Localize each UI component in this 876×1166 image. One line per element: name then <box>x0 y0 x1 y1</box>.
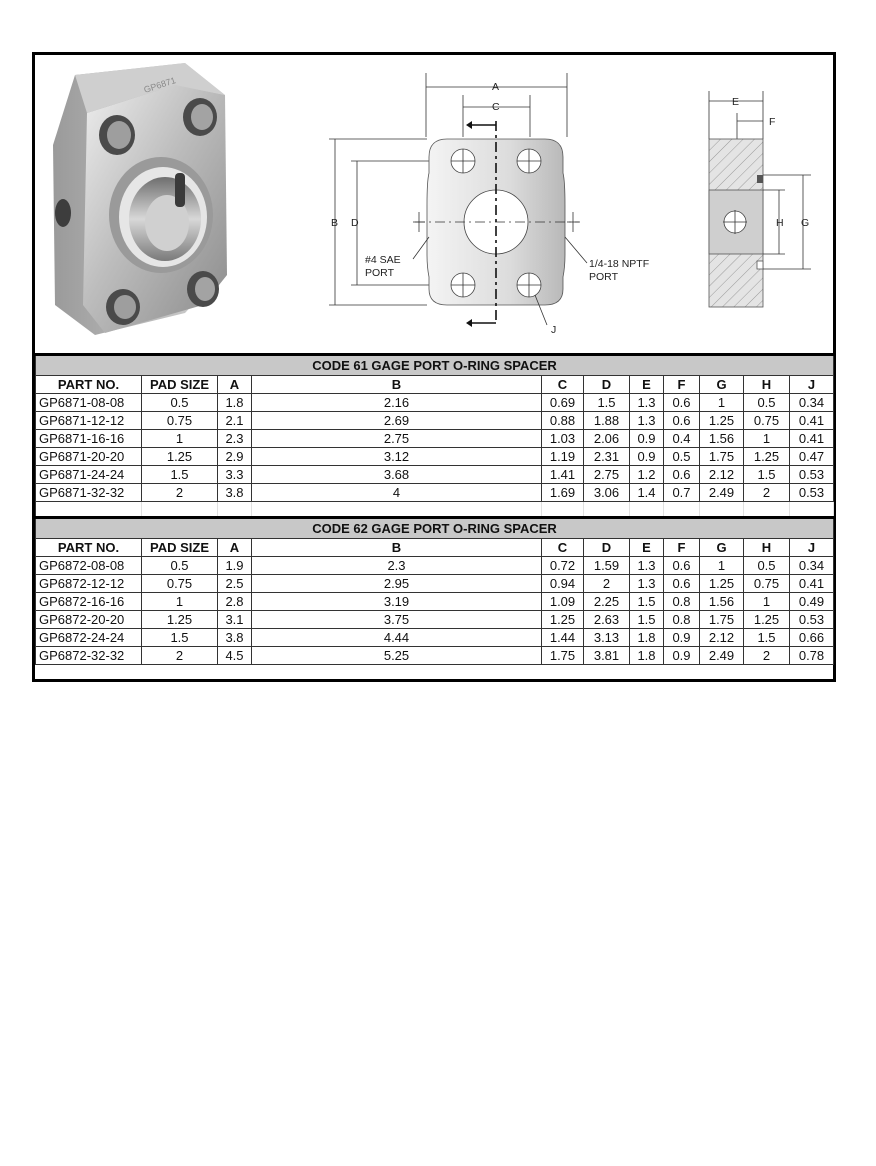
table-cell: 1 <box>700 394 744 412</box>
table-cell: 1.5 <box>630 593 664 611</box>
table-cell: 2.25 <box>584 593 630 611</box>
table-cell: 0.6 <box>664 466 700 484</box>
table-cell: 0.5 <box>744 557 790 575</box>
table-cell: 0.41 <box>790 575 834 593</box>
table-cell: 0.8 <box>664 593 700 611</box>
table-cell: 0.49 <box>790 593 834 611</box>
part-number-cell: GP6871-16-16 <box>36 430 142 448</box>
table-cell: 1.8 <box>218 394 252 412</box>
table-cell: 0.53 <box>790 611 834 629</box>
table-cell: 0.5 <box>142 557 218 575</box>
table-cell: 0.88 <box>542 412 584 430</box>
column-header: B <box>252 539 542 557</box>
table-cell: 0.9 <box>630 430 664 448</box>
table-cell: 1.25 <box>744 611 790 629</box>
table-cell: 2.69 <box>252 412 542 430</box>
part-number-cell: GP6872-24-24 <box>36 629 142 647</box>
port-left-line2: PORT <box>365 267 394 279</box>
table-title: CODE 62 GAGE PORT O-RING SPACER <box>36 518 834 539</box>
table-cell: 2.06 <box>584 430 630 448</box>
table-cell: 1.2 <box>630 466 664 484</box>
dim-label-b: B <box>331 217 339 229</box>
dim-label-c: C <box>492 101 500 113</box>
dim-label-d: D <box>351 217 359 229</box>
table-cell: 2 <box>142 484 218 502</box>
table-cell: 2 <box>142 647 218 665</box>
table-cell: 0.9 <box>630 448 664 466</box>
front-view-drawing <box>329 73 587 327</box>
table-cell: 1.75 <box>542 647 584 665</box>
table-cell: 2.16 <box>252 394 542 412</box>
table-cell: 0.6 <box>664 394 700 412</box>
table-title-row <box>36 355 834 376</box>
column-header: F <box>664 539 700 557</box>
table-cell: 2.8 <box>218 593 252 611</box>
column-header: G <box>700 376 744 394</box>
table-cell: 4 <box>252 484 542 502</box>
table-cell: 0.72 <box>542 557 584 575</box>
table-cell: 3.81 <box>584 647 630 665</box>
spec-table <box>35 353 834 665</box>
table-cell: 3.8 <box>218 484 252 502</box>
table-row <box>36 394 834 412</box>
table-cell: 0.6 <box>664 412 700 430</box>
part-number-cell: GP6871-24-24 <box>36 466 142 484</box>
table-cell: 0.34 <box>790 394 834 412</box>
table-cell: 0.8 <box>664 611 700 629</box>
table-cell: 1.3 <box>630 557 664 575</box>
table-cell: 1.5 <box>142 629 218 647</box>
table-cell: 2.31 <box>584 448 630 466</box>
table-cell: 1 <box>700 557 744 575</box>
spec-sheet <box>32 52 836 682</box>
flange-photo <box>53 63 227 335</box>
table-row <box>36 412 834 430</box>
table-cell: 0.41 <box>790 430 834 448</box>
port-right-line2: PORT <box>589 271 618 283</box>
table-cell: 2.95 <box>252 575 542 593</box>
table-cell: 0.7 <box>664 484 700 502</box>
svg-text:GP6871: GP6871 <box>142 75 178 95</box>
table-cell: 3.12 <box>252 448 542 466</box>
port-left-line1: #4 SAE <box>365 254 401 266</box>
column-header: PAD SIZE <box>142 539 218 557</box>
table-cell: 1.75 <box>700 611 744 629</box>
column-header: B <box>252 376 542 394</box>
table-cell: 1.09 <box>542 593 584 611</box>
spacer-cell <box>744 502 790 518</box>
table-cell: 1.59 <box>584 557 630 575</box>
part-number-cell: GP6872-16-16 <box>36 593 142 611</box>
table-cell: 2.75 <box>584 466 630 484</box>
part-number-cell: GP6871-08-08 <box>36 394 142 412</box>
table-cell: 0.6 <box>664 575 700 593</box>
table-row <box>36 430 834 448</box>
table-cell: 1.3 <box>630 394 664 412</box>
spacer-cell <box>584 502 630 518</box>
spacer-row <box>36 502 834 518</box>
column-header: E <box>630 539 664 557</box>
table-row <box>36 647 834 665</box>
table-cell: 1.9 <box>218 557 252 575</box>
spacer-cell <box>542 502 584 518</box>
table-cell: 0.75 <box>142 575 218 593</box>
table-cell: 1.25 <box>142 611 218 629</box>
column-header: J <box>790 376 834 394</box>
table-cell: 2.63 <box>584 611 630 629</box>
spacer-cell <box>36 502 142 518</box>
dim-label-a: A <box>492 81 500 93</box>
column-header: PAD SIZE <box>142 376 218 394</box>
table-cell: 1.25 <box>542 611 584 629</box>
column-header: E <box>630 376 664 394</box>
table-cell: 0.53 <box>790 466 834 484</box>
dim-label-e: E <box>732 96 740 108</box>
table-cell: 3.68 <box>252 466 542 484</box>
table-cell: 3.19 <box>252 593 542 611</box>
table-cell: 1.25 <box>700 575 744 593</box>
table-cell: 2.12 <box>700 466 744 484</box>
table-cell: 0.9 <box>664 647 700 665</box>
part-number-cell: GP6871-12-12 <box>36 412 142 430</box>
spacer-cell <box>218 502 252 518</box>
table-cell: 2 <box>744 647 790 665</box>
table-cell: 1.5 <box>630 611 664 629</box>
column-header: J <box>790 539 834 557</box>
table-cell: 3.3 <box>218 466 252 484</box>
table-cell: 2.49 <box>700 484 744 502</box>
table-cell: 2.9 <box>218 448 252 466</box>
dim-label-f: F <box>769 116 776 128</box>
part-number-cell: GP6872-08-08 <box>36 557 142 575</box>
spacer-cell <box>630 502 664 518</box>
spec-tables <box>35 353 833 665</box>
table-cell: 1.25 <box>142 448 218 466</box>
table-cell: 1.3 <box>630 412 664 430</box>
table-header-row <box>36 539 834 557</box>
dim-label-j: J <box>551 324 557 336</box>
part-number-cell: GP6872-12-12 <box>36 575 142 593</box>
table-row <box>36 611 834 629</box>
spacer-cell <box>252 502 542 518</box>
table-row <box>36 466 834 484</box>
column-header: H <box>744 539 790 557</box>
table-cell: 1.4 <box>630 484 664 502</box>
table-row <box>36 593 834 611</box>
table-cell: 5.25 <box>252 647 542 665</box>
table-cell: 0.5 <box>744 394 790 412</box>
table-cell: 2 <box>584 575 630 593</box>
table-cell: 1.69 <box>542 484 584 502</box>
table-cell: 3.8 <box>218 629 252 647</box>
spacer-cell <box>664 502 700 518</box>
table-cell: 0.9 <box>664 629 700 647</box>
table-cell: 1 <box>744 430 790 448</box>
part-number-cell: GP6871-32-32 <box>36 484 142 502</box>
table-cell: 2.3 <box>252 557 542 575</box>
table-cell: 1.5 <box>744 466 790 484</box>
table-cell: 3.75 <box>252 611 542 629</box>
table-cell: 4.5 <box>218 647 252 665</box>
table-cell: 1.44 <box>542 629 584 647</box>
table-cell: 1.3 <box>630 575 664 593</box>
port-right-line1: 1/4-18 NPTF <box>589 258 650 270</box>
spacer-cell <box>700 502 744 518</box>
part-number-cell: GP6872-20-20 <box>36 611 142 629</box>
table-cell: 2.75 <box>252 430 542 448</box>
column-header: PART NO. <box>36 539 142 557</box>
table-cell: 2.5 <box>218 575 252 593</box>
table-cell: 1.03 <box>542 430 584 448</box>
dim-label-g: G <box>801 217 810 229</box>
table-cell: 3.13 <box>584 629 630 647</box>
table-cell: 1 <box>142 430 218 448</box>
column-header: C <box>542 376 584 394</box>
table-header-row <box>36 376 834 394</box>
table-row <box>36 557 834 575</box>
table-cell: 0.47 <box>790 448 834 466</box>
table-cell: 1.5 <box>744 629 790 647</box>
table-cell: 0.5 <box>664 448 700 466</box>
part-number-cell: GP6871-20-20 <box>36 448 142 466</box>
column-header: D <box>584 376 630 394</box>
table-title: CODE 61 GAGE PORT O-RING SPACER <box>36 355 834 376</box>
table-title-row <box>36 518 834 539</box>
table-cell: 1.25 <box>700 412 744 430</box>
table-cell: 1.8 <box>630 629 664 647</box>
table-cell: 1.5 <box>584 394 630 412</box>
table-cell: 0.6 <box>664 557 700 575</box>
table-cell: 0.41 <box>790 412 834 430</box>
column-header: PART NO. <box>36 376 142 394</box>
table-cell: 0.69 <box>542 394 584 412</box>
table-row <box>36 575 834 593</box>
column-header: F <box>664 376 700 394</box>
table-cell: 0.53 <box>790 484 834 502</box>
table-cell: 1 <box>744 593 790 611</box>
table-cell: 0.94 <box>542 575 584 593</box>
table-cell: 2.49 <box>700 647 744 665</box>
table-cell: 1.75 <box>700 448 744 466</box>
spacer-cell <box>142 502 218 518</box>
dim-label-h: H <box>776 217 784 229</box>
table-cell: 4.44 <box>252 629 542 647</box>
table-row <box>36 629 834 647</box>
table-cell: 1 <box>142 593 218 611</box>
table-cell: 1.41 <box>542 466 584 484</box>
table-cell: 1.8 <box>630 647 664 665</box>
table-cell: 0.34 <box>790 557 834 575</box>
column-header: D <box>584 539 630 557</box>
table-cell: 1.25 <box>744 448 790 466</box>
spacer-cell <box>790 502 834 518</box>
table-cell: 1.56 <box>700 593 744 611</box>
table-cell: 2 <box>744 484 790 502</box>
spec-table-body <box>36 355 834 665</box>
table-cell: 3.1 <box>218 611 252 629</box>
table-cell: 2.3 <box>218 430 252 448</box>
table-cell: 1.56 <box>700 430 744 448</box>
table-cell: 1.5 <box>142 466 218 484</box>
table-cell: 2.12 <box>700 629 744 647</box>
table-cell: 0.78 <box>790 647 834 665</box>
table-cell: 0.5 <box>142 394 218 412</box>
table-row <box>36 484 834 502</box>
column-header: A <box>218 539 252 557</box>
table-cell: 1.88 <box>584 412 630 430</box>
table-cell: 2.1 <box>218 412 252 430</box>
table-cell: 0.75 <box>744 412 790 430</box>
section-view-drawing <box>709 91 811 307</box>
table-cell: 0.75 <box>744 575 790 593</box>
column-header: H <box>744 376 790 394</box>
table-cell: 0.4 <box>664 430 700 448</box>
table-cell: 1.19 <box>542 448 584 466</box>
table-row <box>36 448 834 466</box>
product-figure <box>35 55 833 353</box>
column-header: G <box>700 539 744 557</box>
table-cell: 3.06 <box>584 484 630 502</box>
column-header: A <box>218 376 252 394</box>
column-header: C <box>542 539 584 557</box>
part-number-cell: GP6872-32-32 <box>36 647 142 665</box>
table-cell: 0.75 <box>142 412 218 430</box>
table-cell: 0.66 <box>790 629 834 647</box>
